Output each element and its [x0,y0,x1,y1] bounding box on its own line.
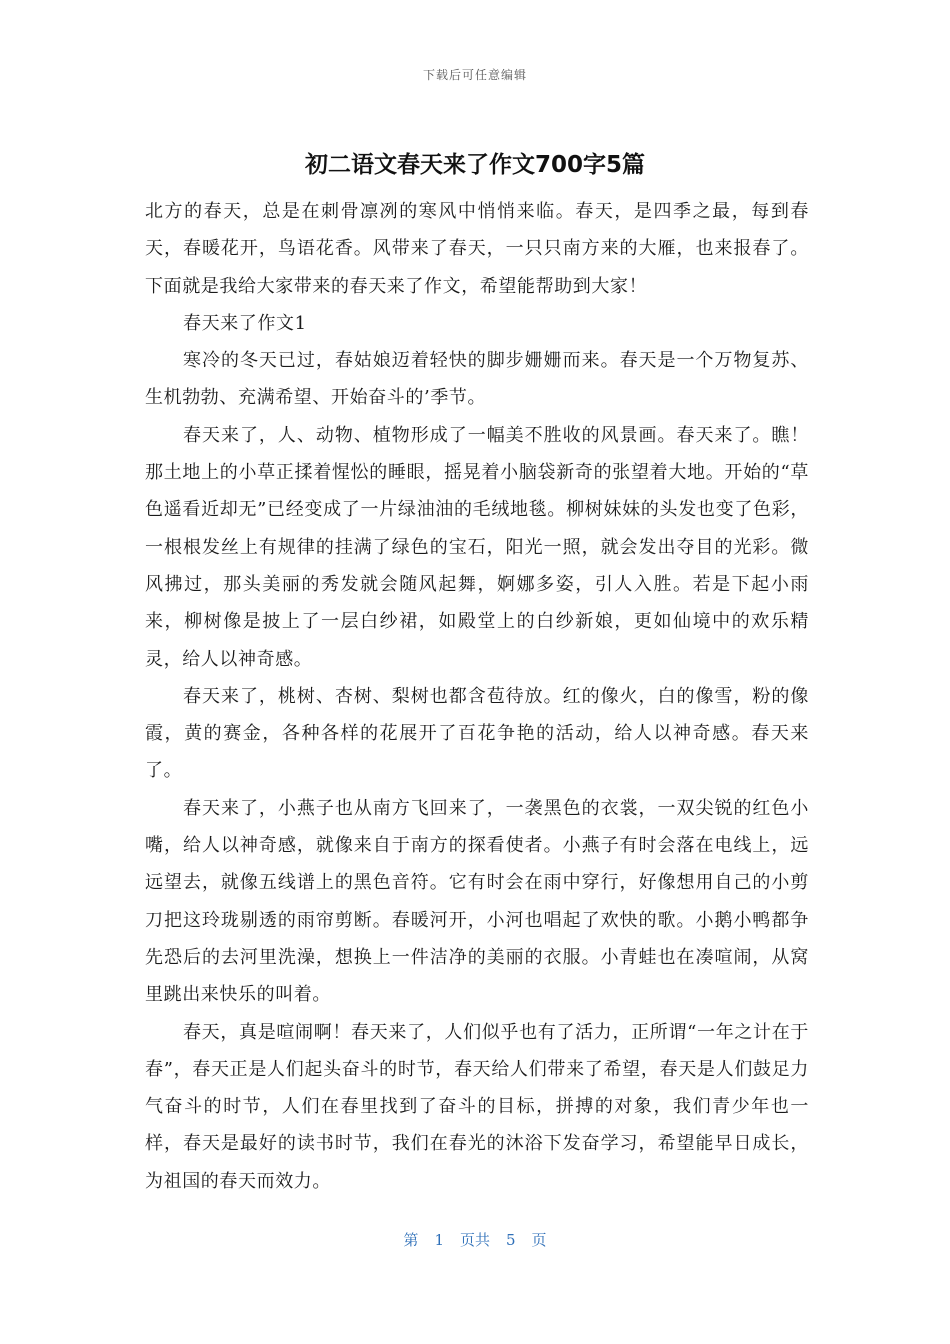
footer-prefix: 第 [403,1231,419,1249]
footer-suffix: 页 [531,1231,547,1249]
document-body [145,193,809,1200]
body-paragraph: 春天来了，人、动物、植物形成了一幅美不胜收的风景画。春天来了。瞧！那土地上的小草正揉着惺忪的睡眼，摇晃着小脑袋新奇的张望着大地。开始的“草色遥看近却无”已经变成了一片绿油油的毛绒地毯。柳树妹妹的头发也变了色彩，一根根发丝上有规律的挂满了绿色的宝石，阳光一照，就会发出夺目的光彩。微风拂过，那头美丽的秀发就会随风起舞，婀娜多姿，引人入胜。若是下起小雨来，柳树像是披上了一层白纱裙，如殿堂上的白纱新娘，更如仙境中的欢乐精灵，给人以神奇感。 [145,424,809,670]
footer-total-pages: 5 [506,1231,516,1249]
body-paragraph: 寒冷的冬天已过，春姑娘迈着轻快的脚步姗姗而来。春天是一个万物复苏、生机勃勃、充满希望、开始奋斗的’季节。 [145,350,809,409]
document-title: 初二语文春天来了作文700字5篇 [304,152,645,178]
page-header-note: 下载后可任意编辑 [422,68,527,82]
footer-current-page: 1 [434,1231,444,1249]
body-paragraph: 春天，真是喧闹啊！春天来了，人们似乎也有了活力，正所谓“一年之计在于春”，春天正是人们起头奋斗的时节，春天给人们带来了希望，春天是人们鼓足力气奋斗的时节，人们在春里找到了奋斗的目标，拼搏的对象，我们青少年也一样，春天是最好的读书时节，我们在春光的沐浴下发奋学习，希望能早日成长，为祖国的春天而效力。 [145,1021,809,1192]
body-paragraph: 春天来了，小燕子也从南方飞回来了，一袭黑色的衣裳，一双尖锐的红色小嘴，给人以神奇感，就像来自于南方的探看使者。小燕子有时会落在电线上，远远望去，就像五线谱上的黑色音符。它有时会在雨中穿行，好像想用自己的小剪刀把这玲珑剔透的雨帘剪断。春暖河开，小河也唱起了欢快的歌。小鹅小鸭都争先恐后的去河里洗澡，想换上一件洁净的美丽的衣服。小青蛙也在凑喧闹，从窝里跳出来快乐的叫着。 [145,797,809,1006]
section-heading: 春天来了作文1 [183,312,307,334]
footer-middle: 页共 [459,1231,490,1249]
body-paragraph: 春天来了，桃树、杏树、梨树也都含苞待放。红的像火，白的像雪，粉的像霞，黄的赛金，各种各样的花展开了百花争艳的活动，给人以神奇感。春天来了。 [145,685,809,782]
page-footer [0,1229,950,1250]
intro-paragraph: 北方的春天，总是在刺骨凛冽的寒风中悄悄来临。春天，是四季之最，每到春天，春暖花开，鸟语花香。风带来了春天，一只只南方来的大雁，也来报春了。下面就是我给大家带来的春天来了作文，希望能帮助到大家！ [145,201,809,297]
